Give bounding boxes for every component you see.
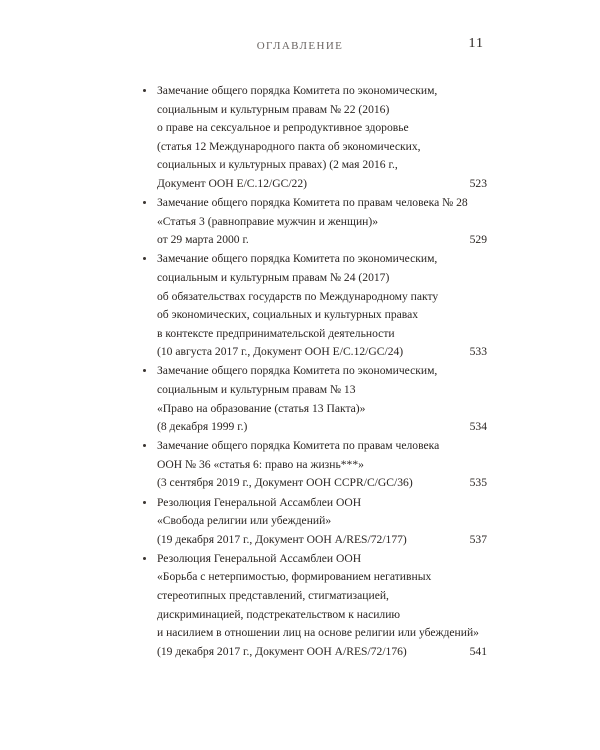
toc-entry-page: 523 (469, 176, 487, 190)
toc-entry-line: (3 сентября 2019 г., Документ ООН CCPR/C/GC/36) (157, 476, 413, 490)
toc-entry-line: (19 декабря 2017 г., Документ ООН A/RES/72/176) (157, 644, 407, 658)
toc-entry-line: Резолюция Генеральной Ассамблеи ООН (157, 495, 362, 509)
toc-entry-line: стереотипных представлений, стигматизацией, (157, 589, 389, 603)
table-of-contents (157, 82, 487, 662)
toc-entry (157, 362, 487, 436)
toc-entry-page: 535 (469, 476, 487, 490)
toc-entry-line: Замечание общего порядка Комитета по экономическим, (157, 84, 438, 97)
toc-entry-line: (10 августа 2017 г., Документ ООН E/C.12/GC/24) (157, 345, 404, 359)
bullet-icon (143, 501, 146, 504)
toc-entry (157, 437, 487, 493)
toc-entry (157, 550, 487, 662)
toc-entry-line: (8 декабря 1999 г.) (157, 420, 248, 434)
toc-entry-line: о праве на сексуальное и репродуктивное здоровье (157, 121, 409, 135)
toc-entry-line: Документ ООН E/C.12/GC/22) (157, 176, 308, 190)
bullet-icon (143, 369, 146, 372)
bullet-icon (143, 201, 146, 204)
toc-entry-line: Замечание общего порядка Комитета по правам человека (157, 439, 440, 453)
toc-entry-line: «Право на образование (статья 13 Пакта)» (157, 401, 366, 415)
toc-entry-line: в контексте предпринимательской деятельности (157, 326, 395, 340)
toc-entry (157, 82, 487, 194)
toc-entry-line: (статья 12 Международного пакта об экономических, (157, 139, 421, 153)
toc-entry-line: Резолюция Генеральной Ассамблеи ООН (157, 551, 362, 565)
toc-entry-line: об обязательствах государств по Международному пакту (157, 289, 439, 303)
toc-entry-line: дискриминацией, подстрекательством к насилию (157, 607, 401, 621)
bullet-icon (143, 557, 146, 560)
toc-entry-line: «Свобода религии или убеждений» (157, 514, 332, 528)
toc-entry (157, 494, 487, 550)
toc-entry-page: 541 (469, 644, 487, 658)
toc-entry-line: Замечание общего порядка Комитета по экономическим, (157, 364, 438, 378)
toc-entry-page: 537 (469, 532, 487, 546)
toc-entry-line: об экономических, социальных и культурных правах (157, 308, 419, 322)
bullet-icon (143, 444, 146, 447)
toc-entry-line: ООН № 36 «статья 6: право на жизнь***» (157, 457, 364, 471)
toc-entry (157, 250, 487, 362)
toc-entry-line: «Статья 3 (равноправие мужчин и женщин)» (157, 214, 379, 228)
toc-entry-line: (19 декабря 2017 г., Документ ООН A/RES/72/177) (157, 532, 407, 546)
toc-entry-line: Замечание общего порядка Комитета по правам человека № 28 (157, 196, 468, 210)
page-number: 11 (468, 36, 484, 51)
toc-entry-line: социальным и культурным правам № 13 (157, 383, 356, 396)
toc-entry-page: 529 (469, 233, 487, 247)
toc-entry-line: и насилием в отношении лиц на основе религии или убеждений» (157, 626, 479, 640)
toc-entry (157, 194, 487, 250)
toc-entry-line: Замечание общего порядка Комитета по экономическим, (157, 252, 438, 266)
running-header-title: ОГЛАВЛЕНИЕ (256, 40, 344, 52)
toc-entry-line: социальным и культурным правам № 22 (2016) (157, 102, 390, 116)
toc-entry-line: социальных и культурных правах) (2 мая 2016 г., (157, 158, 398, 172)
toc-entry-line: социальным и культурным правам № 24 (2017) (157, 270, 390, 284)
toc-entry-line: «Борьба с нетерпимостью, формированием негативных (157, 570, 432, 584)
bullet-icon (143, 257, 146, 260)
toc-entry-line: от 29 марта 2000 г. (157, 233, 249, 247)
bullet-icon (143, 89, 146, 92)
toc-entry-page: 534 (469, 420, 487, 434)
toc-entry-page: 533 (469, 345, 487, 359)
